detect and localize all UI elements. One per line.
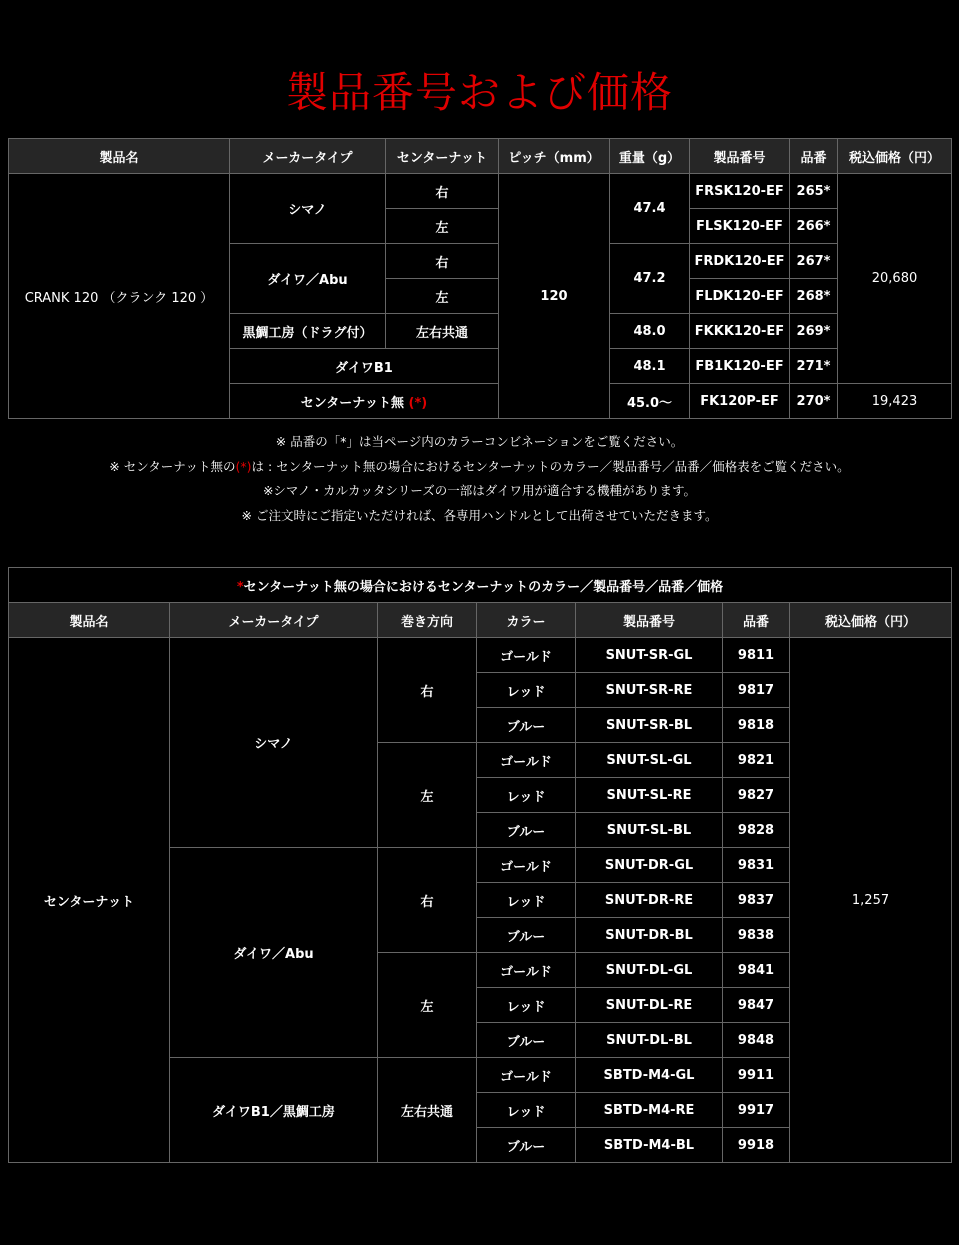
direction-cell: 左 xyxy=(378,743,477,848)
product-code-cell: SNUT-DL-GL xyxy=(576,953,723,988)
header-cell: メーカータイプ xyxy=(170,603,378,638)
color-cell: ゴールド xyxy=(477,953,576,988)
item-number-cell: 270* xyxy=(790,384,838,419)
item-number-cell: 9838 xyxy=(723,918,790,953)
table-row xyxy=(9,638,952,673)
product-code-cell: SBTD-M4-BL xyxy=(576,1128,723,1163)
product-code-cell: SNUT-SL-RE xyxy=(576,778,723,813)
direction-cell: 右 xyxy=(378,638,477,743)
maker-cell: シマノ xyxy=(230,174,386,244)
direction-cell: 左右共通 xyxy=(378,1058,477,1163)
weight-cell: 45.0〜 xyxy=(610,384,690,419)
maker-cell: 黒鯛工房（ドラグ付） xyxy=(230,314,386,349)
header-cell: 巻き方向 xyxy=(378,603,477,638)
item-number-cell: 9841 xyxy=(723,953,790,988)
item-number-cell: 266* xyxy=(790,209,838,244)
item-number-cell: 268* xyxy=(790,279,838,314)
item-number-cell: 271* xyxy=(790,349,838,384)
item-number-cell: 9818 xyxy=(723,708,790,743)
weight-cell: 47.4 xyxy=(610,174,690,244)
note-line: ※シマノ・カルカッタシリーズの一部はダイワ用が適合する機種があります。 xyxy=(262,483,697,498)
item-number-cell: 9917 xyxy=(723,1093,790,1128)
maker-cell: ダイワB1 xyxy=(230,349,499,384)
nut-direction-cell: 左 xyxy=(386,279,499,314)
color-cell: ブルー xyxy=(477,918,576,953)
page-title: 製品番号および価格 xyxy=(285,68,673,117)
weight-cell: 48.1 xyxy=(610,349,690,384)
note-line xyxy=(0,455,959,480)
header-cell: 税込価格（円） xyxy=(838,139,952,174)
color-cell: レッド xyxy=(477,988,576,1023)
item-number-cell: 9817 xyxy=(723,673,790,708)
price-cell: 19,423 xyxy=(838,384,952,419)
direction-cell: 左 xyxy=(378,953,477,1058)
header-cell: 製品名 xyxy=(9,603,170,638)
item-number-cell: 9831 xyxy=(723,848,790,883)
product-code-cell: FRDK120-EF xyxy=(690,244,790,279)
color-cell: ブルー xyxy=(477,708,576,743)
table-row xyxy=(9,174,952,209)
product-code-cell: FLDK120-EF xyxy=(690,279,790,314)
header-cell: センターナット xyxy=(386,139,499,174)
product-code-cell: SNUT-SR-GL xyxy=(576,638,723,673)
caption-text: センターナット無の場合におけるセンターナットのカラー／製品番号／品番／価格 xyxy=(243,579,724,595)
note-line: ※ ご注文時にご指定いただければ、各専用ハンドルとして出荷させていただきます。 xyxy=(241,507,718,523)
header-cell: 製品番号 xyxy=(690,139,790,174)
price-cell: 20,680 xyxy=(838,174,952,384)
product-name-cell: CRANK 120 （クランク 120 ） xyxy=(9,174,230,419)
item-number-cell: 9918 xyxy=(723,1128,790,1163)
price-table-center-nut xyxy=(8,567,952,1163)
item-number-cell: 9837 xyxy=(723,883,790,918)
product-code-cell: SNUT-DL-RE xyxy=(576,988,723,1023)
color-cell: ブルー xyxy=(477,1023,576,1058)
header-cell: メーカータイプ xyxy=(230,139,386,174)
header-cell: 品番 xyxy=(790,139,838,174)
maker-cell: シマノ xyxy=(170,638,378,848)
nut-direction-cell: 右 xyxy=(386,174,499,209)
color-cell: レッド xyxy=(477,883,576,918)
color-cell: ゴールド xyxy=(477,1058,576,1093)
maker-cell: ダイワ／Abu xyxy=(230,244,386,314)
product-code-cell: FKKK120-EF xyxy=(690,314,790,349)
product-code-cell: FK120P-EF xyxy=(690,384,790,419)
color-cell: レッド xyxy=(477,1093,576,1128)
header-cell: カラー xyxy=(477,603,576,638)
color-cell: ゴールド xyxy=(477,743,576,778)
notes xyxy=(0,430,959,528)
asterisk-link-mark: (*) xyxy=(408,395,428,411)
product-code-cell: SNUT-SL-GL xyxy=(576,743,723,778)
price-table-crank xyxy=(8,138,952,419)
caption-mark: * xyxy=(236,579,244,595)
nut-direction-cell: 右 xyxy=(386,244,499,279)
direction-cell: 右 xyxy=(378,848,477,953)
table-caption xyxy=(9,568,952,603)
color-cell: レッド xyxy=(477,778,576,813)
product-code-cell: SNUT-DR-GL xyxy=(576,848,723,883)
weight-cell: 47.2 xyxy=(610,244,690,314)
item-number-cell: 9911 xyxy=(723,1058,790,1093)
product-code-cell: FRSK120-EF xyxy=(690,174,790,209)
item-number-cell: 269* xyxy=(790,314,838,349)
price-cell: 1,257 xyxy=(790,638,952,1163)
product-code-cell: SNUT-DR-BL xyxy=(576,918,723,953)
color-cell: ブルー xyxy=(477,1128,576,1163)
color-cell: レッド xyxy=(477,673,576,708)
product-name-cell: センターナット xyxy=(9,638,170,1163)
product-code-cell: SNUT-DR-RE xyxy=(576,883,723,918)
weight-cell: 48.0 xyxy=(610,314,690,349)
note-text: は : センターナット無の場合におけるセンターナットのカラー／製品番号／品番／価格表をご覧ください。 xyxy=(251,458,850,474)
header-cell: 品番 xyxy=(723,603,790,638)
table-header-row xyxy=(9,139,952,174)
color-cell: ブルー xyxy=(477,813,576,848)
note-text: ※ センターナット無の xyxy=(109,458,236,474)
note-line: ※ 品番の「*」は当ページ内のカラーコンビネーションをご覧ください。 xyxy=(275,434,684,449)
product-code-cell: SNUT-SL-BL xyxy=(576,813,723,848)
item-number-cell: 9847 xyxy=(723,988,790,1023)
product-code-cell: SBTD-M4-RE xyxy=(576,1093,723,1128)
product-code-cell: SNUT-SR-BL xyxy=(576,708,723,743)
note-red-mark: (*) xyxy=(235,458,252,474)
color-cell: ゴールド xyxy=(477,848,576,883)
product-code-cell: SNUT-DL-BL xyxy=(576,1023,723,1058)
table-caption-row xyxy=(9,568,952,603)
product-code-cell: SBTD-M4-GL xyxy=(576,1058,723,1093)
maker-cell: ダイワB1／黒鯛工房 xyxy=(170,1058,378,1163)
item-number-cell: 265* xyxy=(790,174,838,209)
maker-label: センターナット無 xyxy=(300,395,404,411)
nut-direction-cell: 左右共通 xyxy=(386,314,499,349)
table-header-row xyxy=(9,603,952,638)
product-code-cell: SNUT-SR-RE xyxy=(576,673,723,708)
item-number-cell: 9821 xyxy=(723,743,790,778)
nut-direction-cell: 左 xyxy=(386,209,499,244)
header-cell: 製品番号 xyxy=(576,603,723,638)
item-number-cell: 9811 xyxy=(723,638,790,673)
maker-cell: ダイワ／Abu xyxy=(170,848,378,1058)
header-cell: 重量（g） xyxy=(610,139,690,174)
item-number-cell: 267* xyxy=(790,244,838,279)
item-number-cell: 9848 xyxy=(723,1023,790,1058)
item-number-cell: 9827 xyxy=(723,778,790,813)
header-cell: 税込価格（円） xyxy=(790,603,952,638)
pitch-cell: 120 xyxy=(499,174,610,419)
header-cell: 製品名 xyxy=(9,139,230,174)
product-code-cell: FB1K120-EF xyxy=(690,349,790,384)
item-number-cell: 9828 xyxy=(723,813,790,848)
header-cell: ピッチ（mm） xyxy=(499,139,610,174)
color-cell: ゴールド xyxy=(477,638,576,673)
maker-cell-no-nut xyxy=(230,384,499,419)
product-code-cell: FLSK120-EF xyxy=(690,209,790,244)
